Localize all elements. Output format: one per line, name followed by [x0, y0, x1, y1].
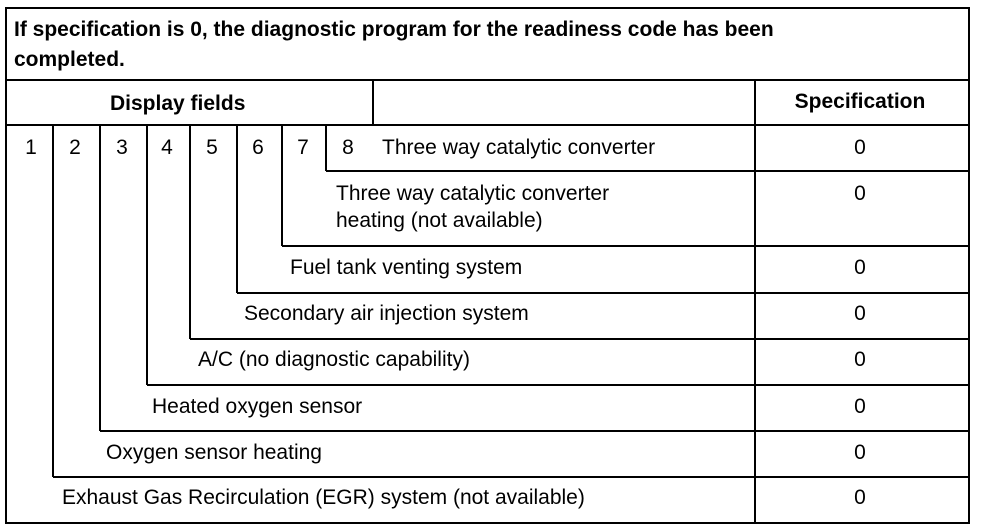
row-label-continued: heating (not available) [336, 209, 543, 232]
row-spec-value: 0 [854, 486, 866, 509]
field-number-3: 3 [116, 136, 128, 159]
header-note-line-1: If specification is 0, the diagnostic program for the readiness code has been [14, 18, 774, 41]
row-spec-value: 0 [854, 302, 866, 325]
row-spec-value: 0 [854, 348, 866, 371]
row-spec-value: 0 [854, 256, 866, 279]
row-label: Three way catalytic converter [336, 182, 610, 205]
field-number-8: 8 [342, 136, 354, 159]
field-number-6: 6 [252, 136, 264, 159]
row-label: Heated oxygen sensor [152, 395, 363, 418]
field-number-2: 2 [69, 136, 81, 159]
specification-header: Specification [794, 90, 926, 113]
row-spec-value: 0 [854, 441, 866, 464]
field-number-5: 5 [206, 136, 218, 159]
display-fields-header: Display fields [110, 92, 246, 115]
row-label: Secondary air injection system [244, 302, 529, 325]
row-label: Oxygen sensor heating [106, 441, 322, 464]
header-note-line-2: completed. [14, 48, 125, 71]
row-label: Three way catalytic converter [382, 136, 656, 159]
field-number-7: 7 [297, 136, 309, 159]
row-label: Fuel tank venting system [290, 256, 523, 279]
field-number-4: 4 [161, 136, 173, 159]
row-spec-value: 0 [854, 182, 866, 205]
field-number-1: 1 [25, 136, 37, 159]
row-spec-value: 0 [854, 395, 866, 418]
row-spec-value: 0 [854, 136, 866, 159]
row-label: Exhaust Gas Recirculation (EGR) system (not available) [62, 486, 585, 509]
row-label: A/C (no diagnostic capability) [198, 348, 470, 371]
